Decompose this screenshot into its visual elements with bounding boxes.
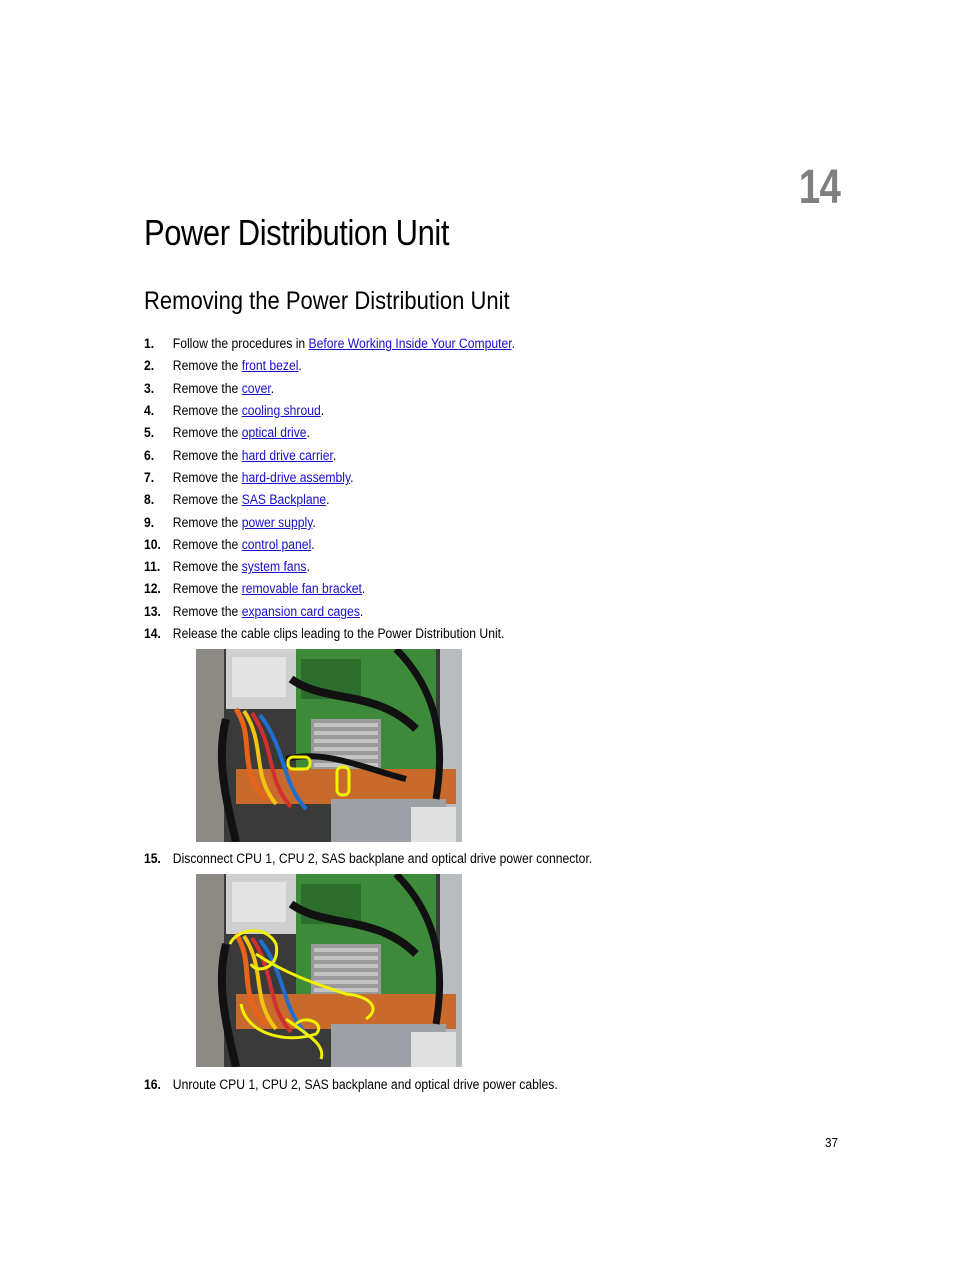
step-text-end: .	[270, 381, 275, 396]
page-number: 37	[824, 1135, 838, 1150]
step-link[interactable]: hard drive carrier	[241, 448, 333, 463]
step-item	[144, 1077, 558, 1093]
step-item	[144, 492, 330, 508]
step-number: 16.	[144, 1077, 161, 1092]
step-text-end: .	[326, 492, 330, 507]
step-link[interactable]: cooling shroud	[241, 403, 321, 418]
step-text: Remove the	[172, 448, 242, 463]
step-link[interactable]: front bezel	[241, 358, 299, 373]
step-text: Remove the	[172, 381, 242, 396]
step-text-end: .	[320, 403, 325, 418]
step-text: Remove the	[172, 537, 242, 552]
chapter-title: Power Distribution Unit	[144, 212, 449, 253]
step-text-end: .	[332, 448, 337, 463]
step-text: Remove the	[172, 604, 242, 619]
step-text-end: .	[298, 358, 302, 373]
step-item	[144, 470, 354, 486]
step-text: Remove the	[172, 492, 242, 507]
step-item	[144, 559, 310, 575]
step-link[interactable]: hard-drive assembly	[241, 470, 351, 485]
step-link[interactable]: expansion card cages	[241, 604, 360, 619]
step-text: Remove the	[172, 581, 242, 596]
step-link[interactable]: optical drive	[241, 425, 307, 440]
step-text: Remove the	[172, 515, 242, 530]
step-text: Remove the	[172, 559, 242, 574]
step-number: 15.	[144, 851, 161, 866]
step-link[interactable]: Before Working Inside Your Computer	[308, 336, 512, 351]
step-text-end: .	[350, 470, 354, 485]
step-item	[144, 851, 592, 867]
step-item	[144, 381, 274, 397]
step-number: 12.	[144, 581, 161, 596]
step-number: 6.	[144, 448, 155, 463]
step-number: 3.	[144, 381, 155, 396]
step-text: Release the cable clips leading to the Power Distribution Unit.	[172, 626, 505, 641]
step-item	[144, 358, 302, 374]
step-text-end: .	[312, 515, 316, 530]
step-item	[144, 336, 515, 352]
step-number: 14.	[144, 626, 161, 641]
step-text-end: .	[306, 425, 310, 440]
step-number: 8.	[144, 492, 155, 507]
step-item	[144, 626, 504, 642]
step-item	[144, 448, 336, 464]
section-title: Removing the Power Distribution Unit	[144, 287, 510, 315]
step-number: 2.	[144, 358, 155, 373]
step-number: 5.	[144, 425, 155, 440]
step-text-end: .	[361, 581, 366, 596]
step-link[interactable]: SAS Backplane	[241, 492, 327, 507]
step-item	[144, 537, 315, 553]
step-text-end: .	[311, 537, 315, 552]
step-link[interactable]: cover	[241, 381, 271, 396]
step-text: Remove the	[172, 470, 242, 485]
step-number: 4.	[144, 403, 155, 418]
step-number: 11.	[144, 559, 161, 574]
step-text-end: .	[359, 604, 364, 619]
step-link[interactable]: power supply	[241, 515, 313, 530]
step-item	[144, 515, 316, 531]
step-number: 9.	[144, 515, 155, 530]
step-number: 13.	[144, 604, 161, 619]
step-text: Remove the	[172, 425, 242, 440]
step-link[interactable]: removable fan bracket	[241, 581, 362, 596]
step-item	[144, 425, 310, 441]
step-text: Remove the	[172, 358, 242, 373]
step-item	[144, 403, 324, 419]
step-item	[144, 581, 365, 597]
chapter-number: 14	[798, 161, 840, 214]
step-text: Unroute CPU 1, CPU 2, SAS backplane and optical drive power cables.	[172, 1077, 558, 1092]
step-link[interactable]: system fans	[241, 559, 307, 574]
step-text: Remove the	[172, 403, 242, 418]
step-number: 1.	[144, 336, 155, 351]
step-number: 7.	[144, 470, 155, 485]
power-connectors-photo	[196, 874, 462, 1067]
step-number: 10.	[144, 537, 161, 552]
step-item	[144, 604, 363, 620]
cable-clips-photo	[196, 649, 462, 842]
step-text: Disconnect CPU 1, CPU 2, SAS backplane and optical drive power connector.	[172, 851, 593, 866]
step-link[interactable]: control panel	[241, 537, 312, 552]
step-text-end: .	[511, 336, 516, 351]
step-text: Follow the procedures in	[172, 336, 309, 351]
step-text-end: .	[306, 559, 310, 574]
